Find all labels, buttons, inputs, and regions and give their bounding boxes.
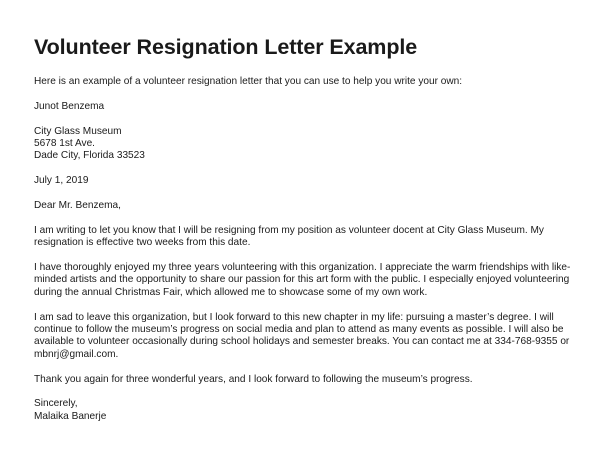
closing: Sincerely, [34,398,78,410]
recipient-address [34,126,574,163]
body-line: during the annual Christmas Fair, which allowed me to showcase some of my own work. [34,286,428,298]
body-line: minded artists and the opportunity to share our passion for this art form with the public. I especially enjoyed volunteering [34,274,570,286]
signer-name: Malaika Banerje [34,410,107,422]
page-title: Volunteer Resignation Letter Example [34,35,418,59]
body-line: Thank you again for three wonderful years, and I look forward to following the museum’s progress. [34,373,473,385]
salutation: Dear Mr. Benzema, [34,200,121,211]
address-line: 5678 1st Ave. [34,138,95,149]
body-paragraph [34,225,574,250]
letter-date: July 1, 2019 [34,175,89,187]
body-paragraph [34,262,574,299]
signature-block [34,398,574,423]
body-line: continue to follow the museum’s progress on social media and plan to attend as many events as possible. I will also be [34,324,564,336]
body-line: available to volunteer occasionally during school holidays and semester breaks. You can contact me at 334-768-9355 or [34,336,570,348]
body-line: resignation is effective two weeks from this date. [34,237,251,249]
recipient-name: Junot Benzema [34,100,105,112]
intro-text: Here is an example of a volunteer resignation letter that you can use to help you write your own: [34,76,463,87]
letter-page [34,34,574,436]
body-paragraph [34,374,574,386]
body-line: I am writing to let you know that I will be resigning from my position as volunteer docent at City Glass Museum. My [34,224,544,236]
body-paragraph [34,312,574,362]
body-line: mbnrj@gmail.com. [34,348,119,360]
address-line: City Glass Museum [34,125,122,137]
body-line: I have thoroughly enjoyed my three years volunteering with this organization. I appreciate the warm friendships with like- [34,262,571,273]
address-line: Dade City, Florida 33523 [34,150,145,162]
body-line: I am sad to leave this organization, but I look forward to this new chapter in my life: pursuing a master’s degree. I will [34,311,554,323]
